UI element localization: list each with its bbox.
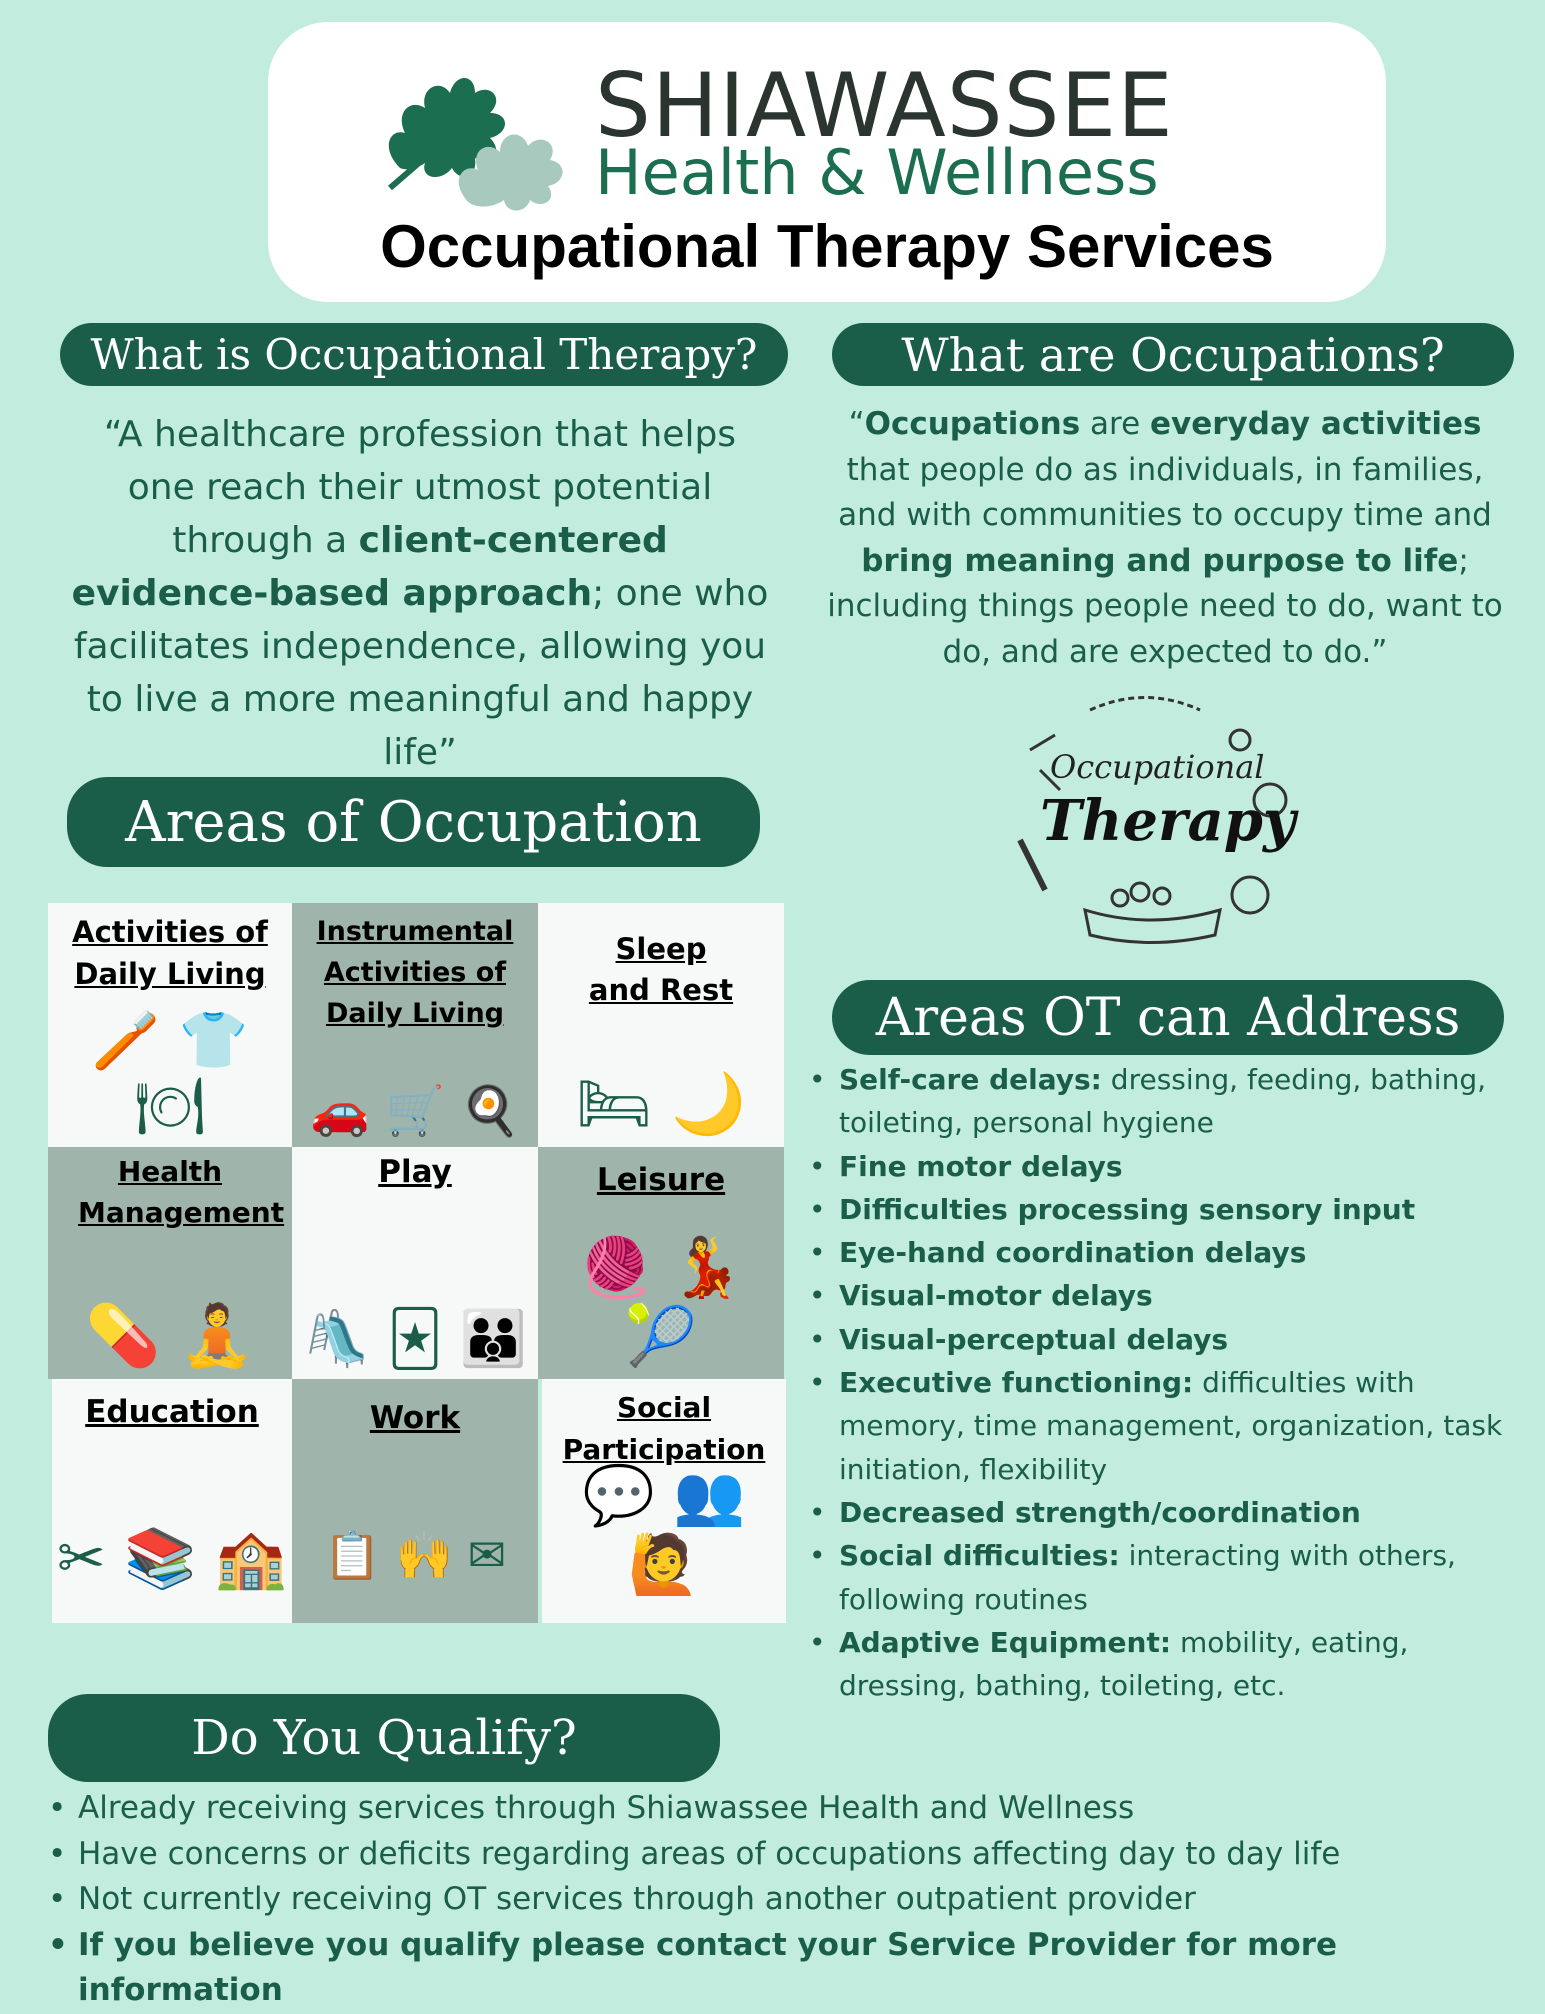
area-title: Education — [85, 1394, 259, 1430]
what-are-occupations-quote — [820, 402, 1510, 675]
brand-subtitle: Health & Wellness — [595, 136, 1159, 209]
area-title: Instrumental Activities of Daily Living — [316, 916, 514, 1029]
address-list-item — [805, 1491, 1530, 1534]
address-item-label: Decreased strength/coordination — [839, 1495, 1361, 1529]
qualify-list-item: • Not currently receiving OT services through another outpatient provider — [44, 1877, 1524, 1923]
quote-part: Occupations — [864, 406, 1081, 442]
area-title: Sleep and Rest — [588, 932, 734, 1007]
address-list-item — [805, 1361, 1530, 1491]
quote-part: ; including things people need to do, want to do, and are expected to do.” — [827, 542, 1503, 670]
ot-badge-line1: Occupational — [1050, 748, 1265, 786]
area-cell-iadl — [292, 903, 538, 1147]
area-cell-work — [292, 1379, 538, 1623]
area-cell-leisure — [538, 1147, 784, 1379]
social-icons: 💬 👥 🙋 — [582, 1461, 746, 1598]
health-icons: 💊 🧘 — [85, 1301, 255, 1371]
adl-icons: 🪥 👕 🍽 — [91, 1008, 249, 1139]
leisure-icons: 🧶 💃 🎾 — [579, 1233, 743, 1370]
area-title: Play — [378, 1154, 452, 1190]
address-list-item — [805, 1145, 1530, 1188]
address-list-item — [805, 1534, 1530, 1621]
address-item-label: Difficulties processing sensory input — [839, 1192, 1416, 1226]
qualify-list-item: • Have concerns or deficits regarding areas of occupations affecting day to day life — [44, 1832, 1524, 1878]
quote-part: everyday activities — [1150, 406, 1482, 442]
qualify-list-item: • If you believe you qualify please contact your Service Provider for more information — [44, 1923, 1524, 2014]
address-item-label: Adaptive Equipment: — [839, 1625, 1172, 1659]
quote-part: bring meaning and purpose to life — [861, 542, 1459, 579]
qualify-list — [44, 1786, 1524, 2014]
address-item-detail: interacting with others, following routines — [839, 1539, 1456, 1616]
education-icons: ✂ 📚 🏫 — [57, 1524, 287, 1592]
area-cell-adl — [48, 903, 292, 1147]
quote-part: client-centered evidence-based approach — [71, 520, 668, 614]
address-list-item — [805, 1188, 1530, 1231]
area-title: Social Participation — [562, 1391, 766, 1466]
address-item-label: Eye-hand coordination delays — [839, 1236, 1307, 1270]
area-cell-play — [292, 1147, 538, 1379]
brand-name: SHIAWASSEE — [595, 54, 1174, 157]
areas-of-occupation-grid — [48, 903, 788, 1623]
address-list-item — [805, 1318, 1530, 1361]
quote-part: “A healthcare profession that helps one reach their utmost potential through a — [103, 414, 737, 561]
what-is-ot-quote — [70, 408, 770, 779]
address-item-label: Visual-motor delays — [839, 1279, 1153, 1313]
area-title: Leisure — [596, 1162, 726, 1198]
what-is-ot-heading: What is Occupational Therapy? — [60, 323, 788, 386]
areas-ot-address-list — [805, 1058, 1530, 1707]
ot-badge-line2: Therapy — [1040, 788, 1296, 854]
area-title: Work — [369, 1400, 461, 1436]
address-item-detail: difficulties with memory, time management, organization, task initiation, flexibility — [839, 1366, 1503, 1486]
address-list-item — [805, 1231, 1530, 1274]
qualify-list-item: • Already receiving services through Shiawassee Health and Wellness — [44, 1786, 1524, 1832]
address-item-label: Fine motor delays — [839, 1149, 1123, 1183]
quote-part: are — [1080, 406, 1151, 442]
oak-leaf-logo-icon — [370, 48, 580, 213]
what-are-occupations-heading: What are Occupations? — [832, 323, 1514, 386]
address-list-item — [805, 1058, 1530, 1145]
sleep-icons: 🛏 🌙 — [576, 1069, 746, 1139]
iadl-icons: 🚗 🛒 🍳 — [310, 1083, 520, 1139]
address-item-detail: mobility, eating, dressing, bathing, toileting, etc. — [839, 1625, 1409, 1703]
quote-part: that people do as individuals, in families, and with communities to occupy time and — [838, 451, 1492, 533]
ot-badge — [1000, 680, 1296, 970]
address-item-label: Social difficulties: — [839, 1539, 1120, 1573]
page-title: Occupational Therapy Services — [380, 213, 1274, 280]
area-cell-social — [542, 1379, 786, 1623]
qualify-heading: Do You Qualify? — [48, 1694, 720, 1782]
area-cell-health — [48, 1147, 292, 1379]
quote-part: “ — [848, 406, 865, 442]
play-icons: 🛝 🃏 👪 — [302, 1307, 528, 1370]
areas-ot-address-heading: Areas OT can Address — [832, 980, 1504, 1055]
area-cell-education — [52, 1379, 292, 1623]
address-item-detail: dressing, feeding, bathing, toileting, personal hygiene — [839, 1063, 1487, 1140]
quote-part: ; one who facilitates independence, allowing you to live a more meaningful and happy life” — [73, 573, 769, 773]
address-item-label: Visual-perceptual delays — [839, 1322, 1229, 1356]
work-icons: 📋 🙌 ✉ — [323, 1528, 507, 1582]
address-item-label: Executive functioning: — [839, 1366, 1194, 1400]
areas-of-occupation-heading: Areas of Occupation — [67, 777, 760, 867]
address-list-item — [805, 1274, 1530, 1317]
address-list-item — [805, 1621, 1530, 1708]
area-title: Activities of Daily Living — [72, 915, 268, 991]
area-cell-sleep — [538, 903, 784, 1147]
area-title: Health Management — [78, 1155, 285, 1229]
address-item-label: Self-care delays: — [839, 1063, 1102, 1096]
